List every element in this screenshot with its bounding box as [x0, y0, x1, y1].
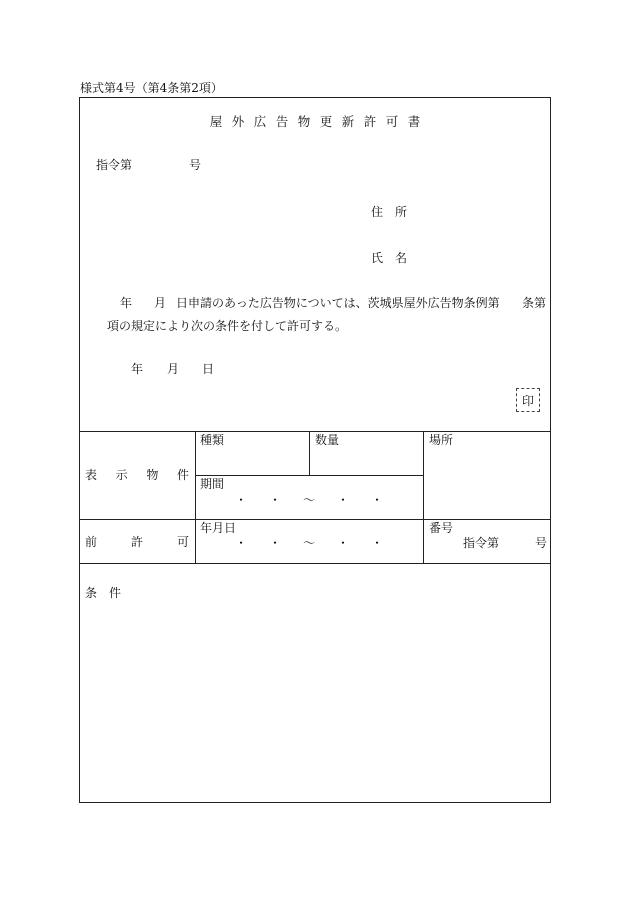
label-char: 可 [176, 535, 189, 549]
body-year: 年 [120, 296, 133, 310]
display-items-label [85, 469, 189, 481]
label-char: 示 [115, 468, 128, 482]
title-char: 屋 [209, 114, 223, 129]
location-column-divider [423, 431, 424, 563]
label-char: 前 [85, 535, 98, 549]
address-label: 住 所 [371, 205, 408, 219]
issue-date-month: 月 [167, 362, 180, 376]
title-char: 告 [275, 114, 289, 129]
title-char: 外 [231, 114, 245, 129]
conditions-label: 条 件 [85, 586, 122, 600]
title-char: 物 [297, 114, 311, 129]
label-column-divider [195, 431, 196, 563]
title-char: 許 [363, 114, 377, 129]
seal-char: 印 [521, 393, 534, 408]
body-month: 月 [154, 296, 167, 310]
range-mark: 〜 [302, 536, 315, 550]
issue-date-year: 年 [131, 362, 144, 376]
name-label: 氏 名 [371, 251, 408, 265]
official-seal [516, 388, 540, 412]
number-prefix: 指令第 [463, 536, 500, 550]
quantity-label: 数量 [315, 433, 340, 447]
previous-permit-label [85, 536, 189, 548]
range-mark: 〜 [302, 493, 315, 507]
range-mark: ・ [235, 493, 248, 507]
number-label: 番号 [429, 521, 454, 535]
period-label: 期間 [200, 477, 225, 491]
permit-form-frame [79, 97, 551, 803]
type-label: 種類 [200, 433, 225, 447]
period-range [235, 494, 383, 506]
number-suffix: 号 [535, 536, 548, 550]
label-char: 物 [146, 468, 159, 482]
type-quantity-divider [309, 431, 310, 475]
title-char: 新 [341, 114, 355, 129]
location-label: 場所 [429, 433, 454, 447]
title-char: 更 [319, 114, 333, 129]
body-line2: 項の規定により次の条件を付して許可する。 [107, 319, 348, 333]
title-char: 可 [385, 114, 399, 129]
range-mark: ・ [268, 493, 281, 507]
label-char: 表 [85, 468, 98, 482]
body-article: 条第 [522, 296, 547, 310]
issue-date-day: 日 [202, 362, 215, 376]
period-row-divider [195, 475, 423, 476]
range-mark: ・ [370, 493, 383, 507]
range-mark: ・ [336, 536, 349, 550]
range-mark: ・ [268, 536, 281, 550]
label-char: 許 [130, 535, 143, 549]
range-mark: ・ [370, 536, 383, 550]
title-char: 書 [407, 114, 421, 129]
previous-permit-range [235, 537, 383, 549]
header-section-divider [79, 431, 551, 432]
date-column-label: 年月日 [200, 521, 237, 535]
body-line1-text: 日申請のあった広告物については、茨城県屋外広告物条例第 [176, 296, 500, 310]
label-char: 件 [176, 468, 189, 482]
order-number-suffix: 号 [189, 158, 202, 172]
prev-permit-section-divider [79, 563, 551, 564]
form-number-label: 様式第4号（第4条第2項） [80, 81, 223, 95]
display-section-divider [79, 519, 551, 520]
document-title [79, 116, 551, 129]
order-number-prefix: 指令第 [96, 158, 133, 172]
range-mark: ・ [336, 493, 349, 507]
range-mark: ・ [235, 536, 248, 550]
title-char: 広 [253, 114, 267, 129]
